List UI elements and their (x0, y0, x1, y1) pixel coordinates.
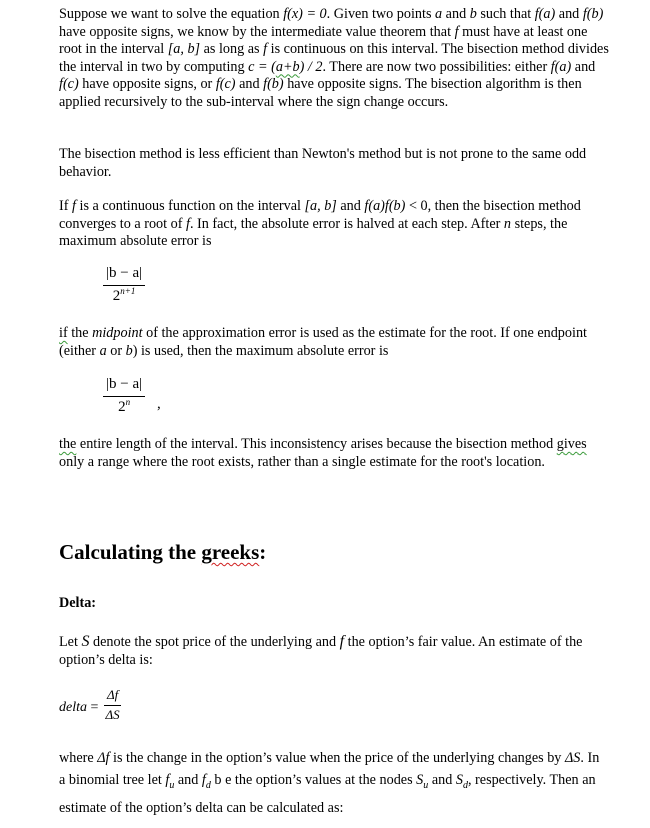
fraction-bar (104, 705, 121, 706)
formula-delta-fraction (104, 687, 121, 723)
paragraph-bisection-intro: Suppose we want to solve the equation f(x) = 0. Given two points a and b such that f(a) and f(b) have opposite signs, we know by the intermediate value theorem that f must have at least one root in the interval [a, b] as long as f is continuous on this interval. The bisection method divides the interval in two by computing c = (a+b) / 2. There are now two possibilities: either f(a) and f(c) have opposite signs, or f(c) and f(b) have opposite signs. The bisection algorithm is then applied recursively to the sub-interval where the sign change occurs. (59, 6, 609, 110)
paragraph-midpoint: if the midpoint of the approximation error is used as the estimate for the root. If one endpoint (either a or b) is used, then the maximum absolute error is (59, 325, 587, 359)
formula-delta-label: delta = (59, 700, 99, 715)
subheading-delta: Delta: (59, 595, 97, 611)
fraction-bar (103, 396, 145, 397)
math-fx: f(x) = 0 (283, 6, 327, 22)
formula-numerator: |b − a| (106, 376, 143, 392)
formula-trailing-comma: , (157, 396, 161, 412)
paragraph-delta-estimate: where Δf is the change in the option’s value when the price of the underlying changes by ΔS. In a binomial tree let $f_u$ and $f_d$ b e the option’s values at the nodes $S_u$ and $S_d$, respectively. Then an estimate of the option’s delta can be calculated as: (59, 750, 600, 816)
paragraph-delta-definition: Let S denote the spot price of the underlying and f the option’s fair value. An estimate of the option’s delta is: (59, 633, 583, 668)
formula-denominator: ΔS (105, 707, 120, 722)
formula-error-endpoint (103, 376, 145, 416)
formula-numerator: Δf (107, 687, 119, 702)
formula-denominator: $2^{n+1}$ (112, 286, 136, 304)
formula-denominator: 2$^n$ (118, 397, 131, 415)
formula-numerator: |b − a| (106, 265, 143, 281)
formula-error-midpoint (103, 265, 145, 305)
paragraph-efficiency: The bisection method is less efficient than Newton's method but is not prone to the same odd behavior. (59, 146, 587, 180)
paragraph-inconsistency: the entire length of the interval. This inconsistency arises because the bisection method gives only a range where the root exists, rather than a single estimate for the root's location. (59, 436, 587, 470)
section-heading-greeks: Calculating the greeks: (59, 540, 267, 564)
paragraph-convergence: If f is a continuous function on the interval [a, b] and f(a)f(b) < 0, then the bisection method converges to a root of f. In fact, the absolute error is halved at each step. After n steps, the maximum absolute error is (59, 198, 581, 249)
